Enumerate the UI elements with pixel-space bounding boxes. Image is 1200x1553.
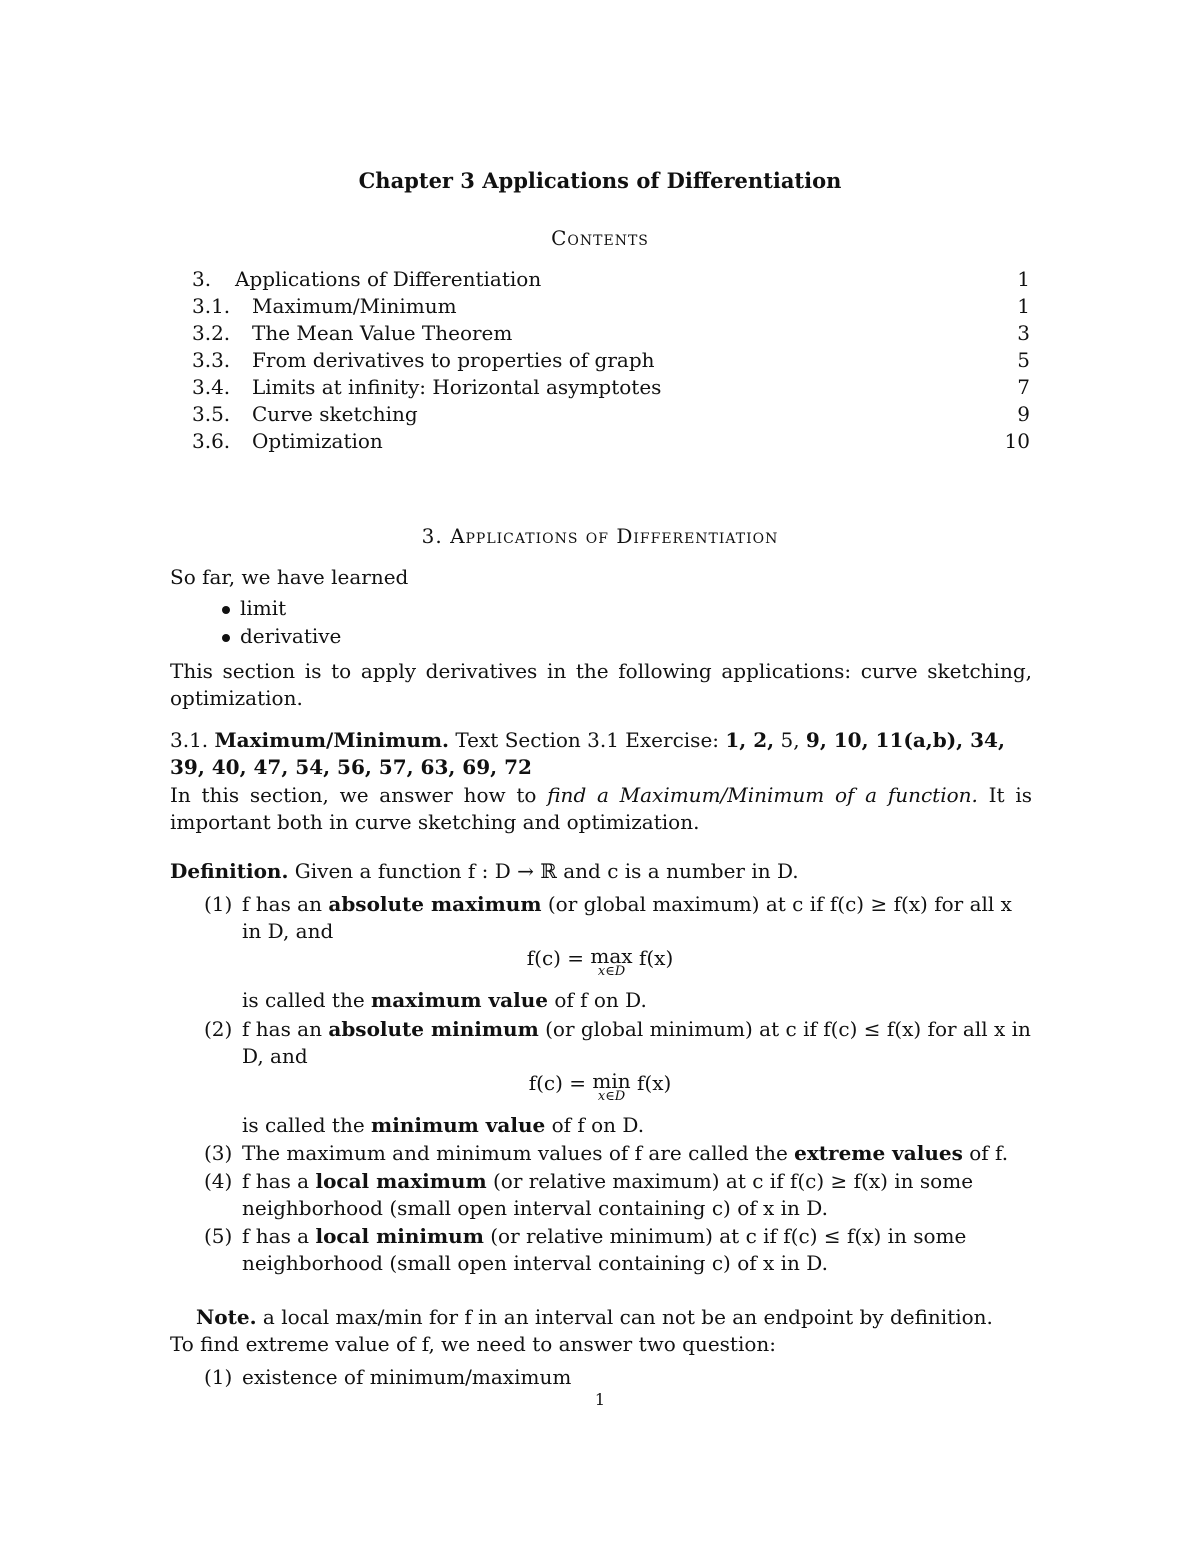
toc-title: Curve sketching [252,402,418,426]
exercise-list: 9, 10, 11(a,b), 34, 39, 40, 47, 54, 56, 57, 63, 69, 72 [170,728,1005,779]
toc-number: 3.5. [192,402,231,426]
note [196,1304,1058,1331]
called-term: maximum value [371,988,548,1012]
toc-number: 3.3. [192,348,231,372]
toc-row[interactable] [192,401,1030,428]
toc-row[interactable] [192,374,1030,401]
bullet-icon [222,606,230,614]
subsection-heading [170,727,1032,781]
eq-subscript: x∈D [597,964,626,979]
item-text: f has an [242,892,322,916]
item-text: (or global maximum) at c if f(c) ≥ f(x) for all x in D, and [242,892,1012,943]
find-text: To find extreme value of f, we need to answer two question: [170,1332,777,1356]
called-text: of f on D. [554,988,647,1012]
eq-rhs: f(x) [638,946,674,970]
toc-row[interactable] [192,347,1030,374]
definition-item [204,1223,1032,1277]
toc-number: 3. [192,267,212,291]
called-text: is called the [242,988,365,1012]
item-number: (2) [204,1017,233,1041]
subsection-number: 3.1. [170,728,209,752]
exercise-list: 5, [780,728,800,752]
intro-text: So far, we have learned [170,565,409,589]
item-number: (4) [204,1169,233,1193]
bullet-item [222,624,341,648]
toc-number: 3.6. [192,429,231,453]
bullet-icon [222,634,230,642]
toc-title: The Mean Value Theorem [252,321,513,345]
toc-number: 3.1. [192,294,231,318]
toc-page: 3 [1017,321,1030,345]
item-term: local maximum [315,1169,487,1193]
toc-title: From derivatives to properties of graph [252,348,655,372]
item-text: (or relative maximum) at c if f(c) ≥ f(x) in some neighborhood (small open interval containing c) of x in D. [242,1169,974,1220]
answer-post: It is important both in curve sketching and optimization. [170,783,1032,834]
toc-title: Optimization [252,429,383,453]
eq-lhs: f(c) = [526,946,585,970]
item-text: (or relative minimum) at c if f(c) ≤ f(x) in some neighborhood (small open interval containing c) of x in D. [242,1224,967,1275]
page-number: 1 [594,1390,606,1409]
toc-page: 10 [1004,429,1030,453]
toc-title: Applications of Differentiation [235,267,542,291]
item-number: (1) [204,1365,233,1389]
item-text: f has an [242,1017,322,1041]
called-text: is called the [242,1113,365,1137]
toc-title: Maximum/Minimum [252,294,457,318]
equation-min [0,1071,1200,1103]
bullet-text: derivative [240,624,342,648]
definition-item [204,1168,1032,1222]
item-number: (3) [204,1141,233,1165]
toc-row[interactable] [192,293,1030,320]
called-min [242,1112,1104,1139]
eq-operator: min [592,1069,631,1093]
item-number: (5) [204,1224,233,1248]
called-text: of f on D. [551,1113,645,1137]
toc-row[interactable] [192,320,1030,347]
answer-emphasis: find a Maximum/Minimum of a function. [547,783,978,807]
note-label: Note. [196,1305,257,1329]
definition-item [204,1140,1032,1167]
question-item [204,1364,1032,1391]
toc-number: 3.4. [192,375,231,399]
text-section-label: Text Section 3.1 Exercise: [455,728,720,752]
section-heading: 3. Applications of Differentiation [421,524,779,548]
contents-heading: Contents [551,226,649,250]
bullet-item [222,596,286,620]
toc-row[interactable] [192,266,1030,293]
item-number: (1) [204,892,233,916]
equation-max [0,946,1200,978]
eq-lhs: f(c) = [528,1071,587,1095]
item-text: The maximum and minimum values of f are called the [242,1141,788,1165]
item-text: (or global minimum) at c if f(c) ≤ f(x) for all x in D, and [242,1017,1031,1068]
called-max [242,987,1104,1014]
item-term: absolute minimum [328,1017,539,1041]
item-term: extreme values [794,1141,963,1165]
answer-paragraph [170,782,1032,836]
item-term: absolute maximum [328,892,542,916]
item-text: f has a [242,1169,310,1193]
toc-number: 3.2. [192,321,231,345]
eq-operator: max [590,944,633,968]
table-of-contents [192,266,1030,455]
exercise-list: 1, 2, [725,728,775,752]
bullet-text: limit [240,596,287,620]
item-term: local minimum [315,1224,484,1248]
eq-rhs: f(x) [637,1071,672,1095]
eq-subscript: x∈D [597,1089,626,1104]
toc-page: 7 [1017,375,1030,399]
toc-page: 5 [1017,348,1030,372]
note-text: a local max/min for f in an interval can not be an endpoint by definition. [262,1305,993,1329]
definition [170,858,1032,885]
called-term: minimum value [371,1113,546,1137]
chapter-title: Chapter 3 Applications of Differentiation [358,168,842,193]
item-text: f has a [242,1224,310,1248]
toc-title: Limits at infinity: Horizontal asymptotes [252,375,662,399]
toc-page: 9 [1017,402,1030,426]
item-text: of f. [969,1141,1009,1165]
toc-page: 1 [1017,294,1030,318]
apply-paragraph: This section is to apply derivatives in the following applications: curve sketching, optimization. [170,659,1032,710]
definition-item [204,1016,1032,1070]
definition-item [204,891,1032,945]
definition-text: Given a function f : D → ℝ and c is a number in D. [294,859,799,883]
subsection-title: Maximum/Minimum. [214,728,450,752]
toc-page: 1 [1017,267,1030,291]
definition-label: Definition. [170,859,289,883]
answer-pre: In this section, we answer how to [170,783,537,807]
item-text: existence of minimum/maximum [242,1365,572,1389]
toc-row[interactable] [192,428,1030,455]
